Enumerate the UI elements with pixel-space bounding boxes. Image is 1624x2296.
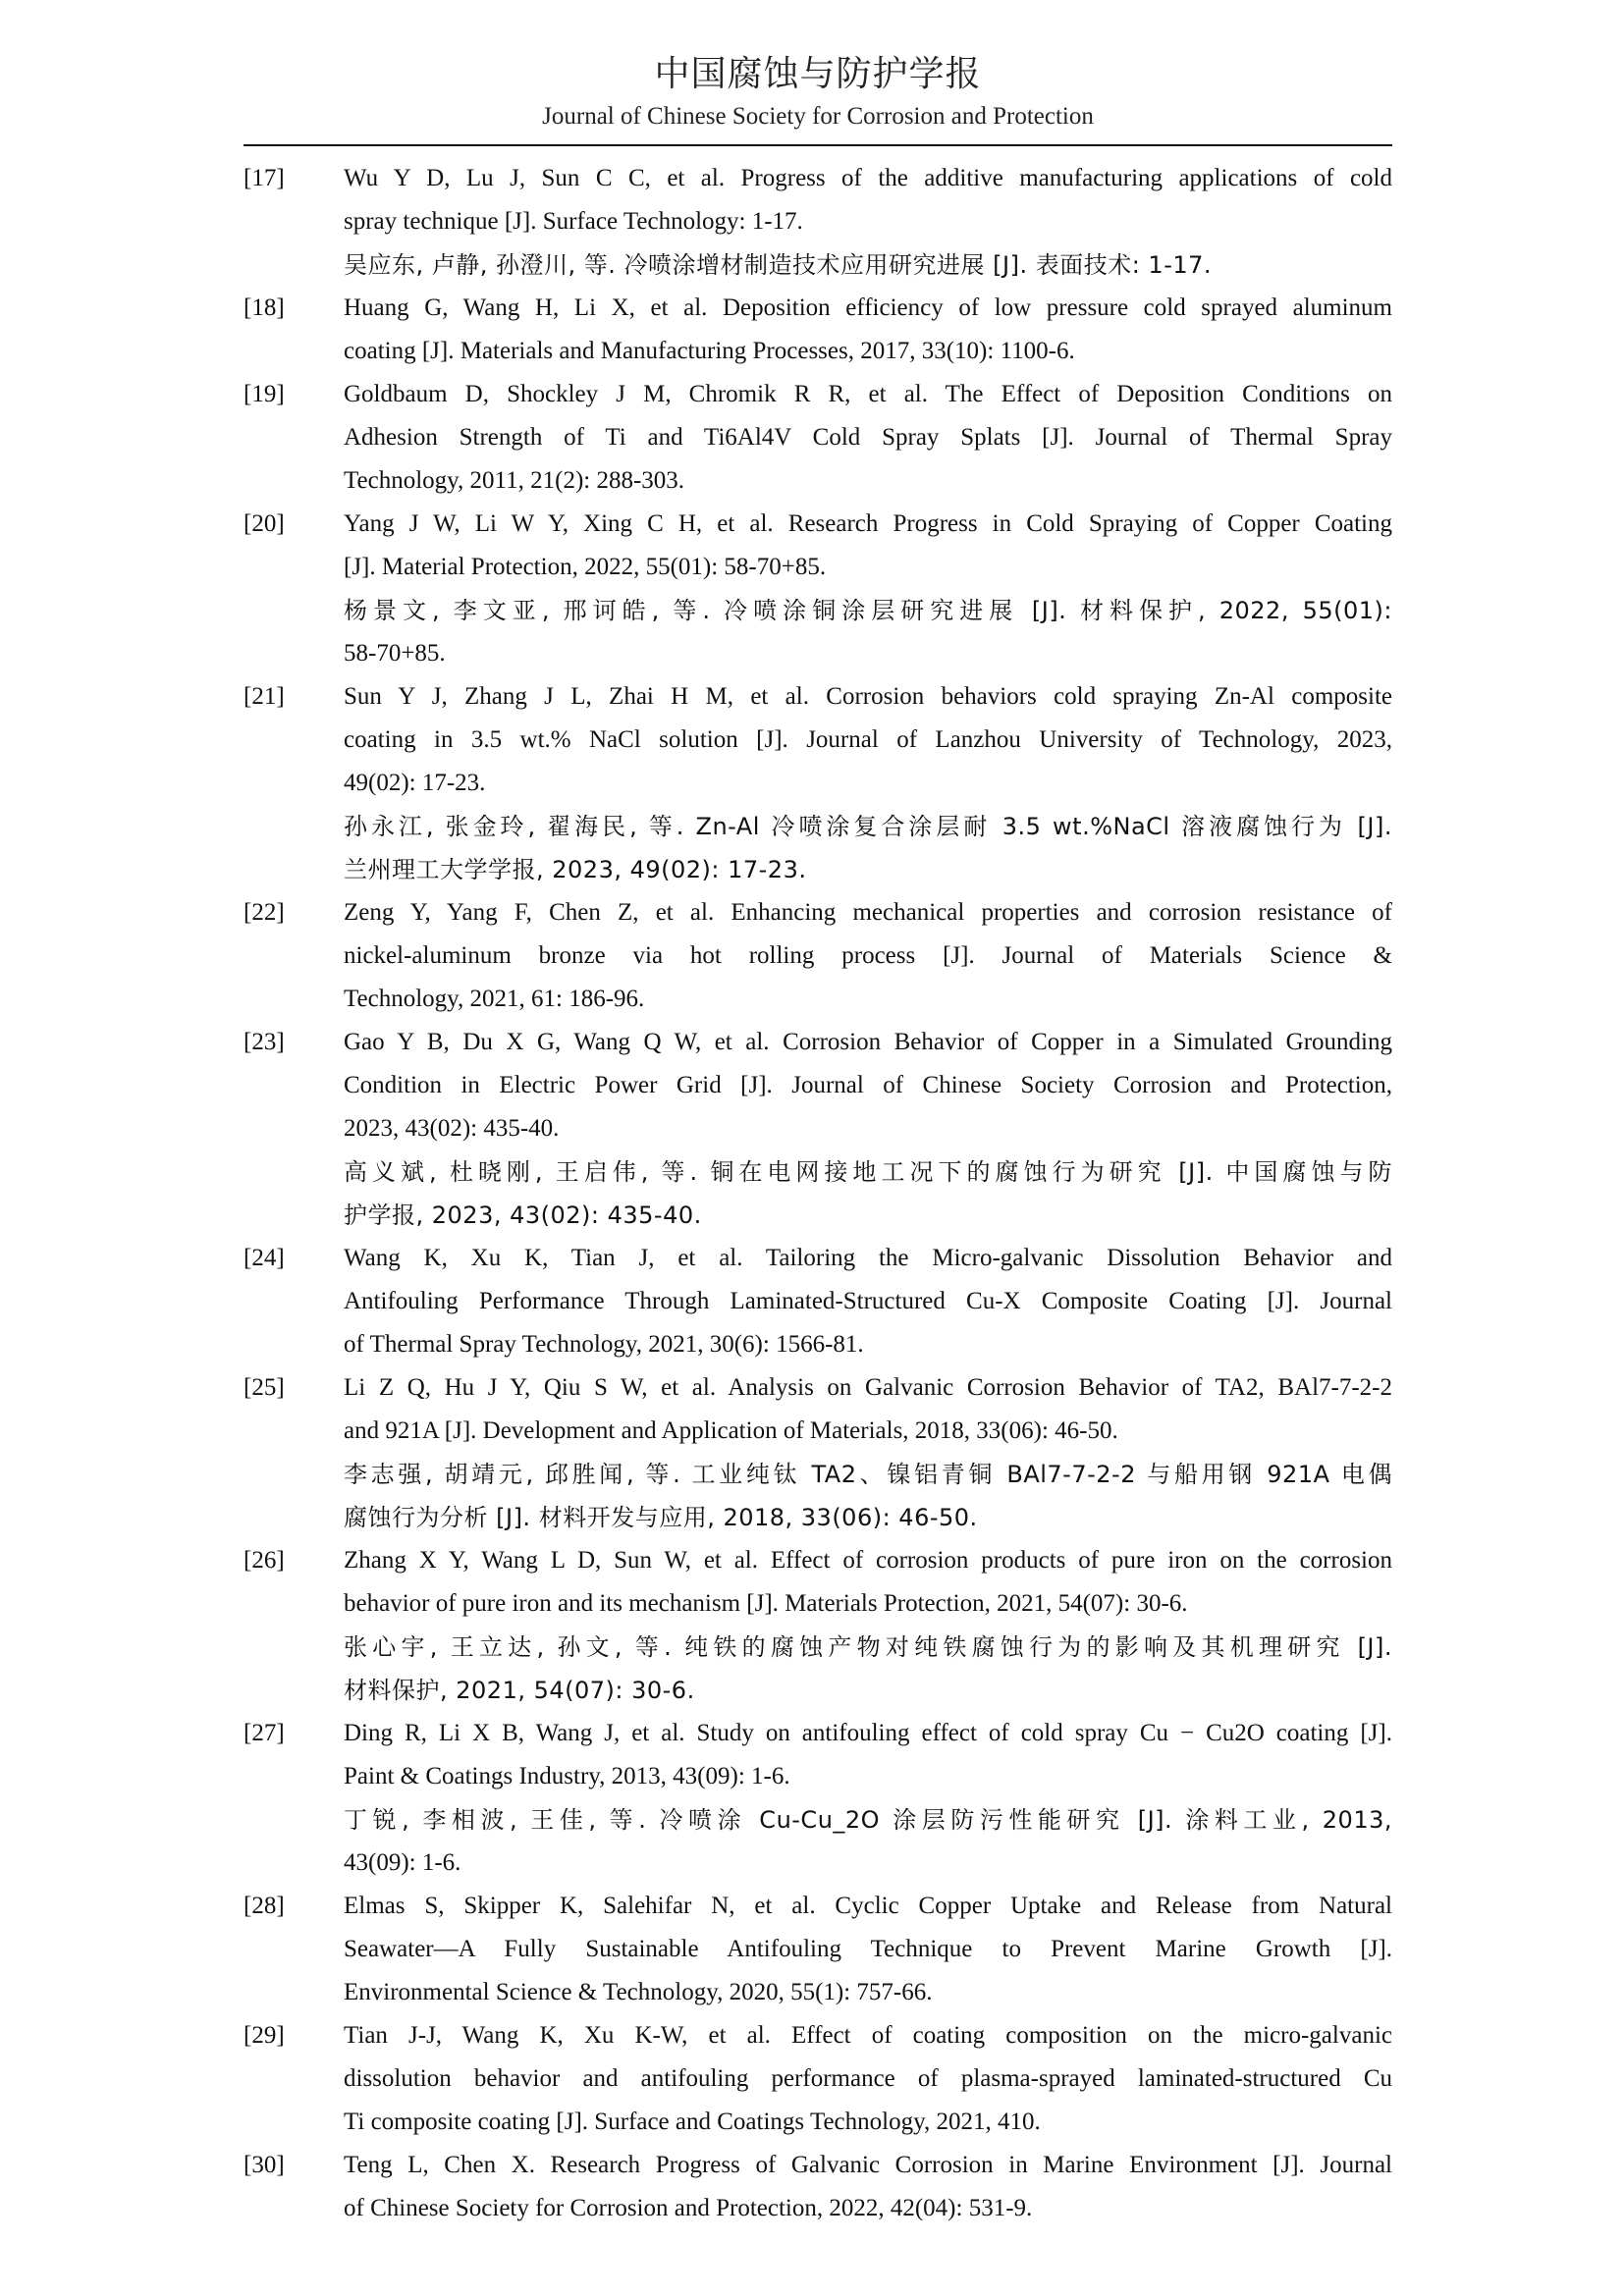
reference-text-line: Yang J W, Li W Y, Xing C H, et al. Research Progress in Cold Spraying of Copper Coating xyxy=(344,510,1392,537)
reference-text-line: Antifouling Performance Through Laminated-Structured Cu-X Composite Coating [J]. Journal xyxy=(344,1288,1392,1314)
reference-text-line: 材料保护, 2021, 54(07): 30-6. xyxy=(344,1677,695,1704)
reference-item xyxy=(244,157,1392,287)
reference-text-line: 李志强, 胡靖元, 邱胜闻, 等. 工业纯钛 TA2、镍铝青铜 BAl7-7-2-2 与船用钢 921A 电偶 xyxy=(344,1461,1392,1488)
reference-text-line: Paint & Coatings Industry, 2013, 43(09): 1-6. xyxy=(344,1763,790,1789)
reference-item xyxy=(244,1021,1392,1237)
reference-item xyxy=(244,2014,1392,2144)
reference-text-line: 2023, 43(02): 435-40. xyxy=(344,1115,560,1142)
reference-number: [23] xyxy=(244,1029,285,1055)
reference-text-line: Tian J-J, Wang K, Xu K-W, et al. Effect of coating composition on the micro-galvanic xyxy=(344,2022,1392,2049)
reference-text-line: dissolution behavior and antifouling performance of plasma-sprayed laminated-structured Cu xyxy=(344,2065,1392,2092)
reference-text-line: 高义斌, 杜晓刚, 王启伟, 等. 铜在电网接地工况下的腐蚀行为研究 [J]. 中国腐蚀与防 xyxy=(344,1158,1392,1186)
reference-text-line: Seawater—A Fully Sustainable Antifouling Technique to Prevent Marine Growth [J]. xyxy=(344,1936,1392,1962)
reference-number: [24] xyxy=(244,1245,285,1271)
reference-item xyxy=(244,1885,1392,2014)
reference-text-line: Teng L, Chen X. Research Progress of Galvanic Corrosion in Marine Environment [J]. Journal xyxy=(344,2152,1392,2178)
reference-number: [25] xyxy=(244,1374,285,1401)
reference-text-line: 43(09): 1-6. xyxy=(344,1849,461,1876)
reference-text-line: of Chinese Society for Corrosion and Protection, 2022, 42(04): 531-9. xyxy=(344,2195,1033,2221)
reference-number: [22] xyxy=(244,899,285,926)
reference-item xyxy=(244,891,1392,1021)
reference-number: [29] xyxy=(244,2022,285,2049)
running-header xyxy=(244,51,1392,133)
reference-text-line: Gao Y B, Du X G, Wang Q W, et al. Corrosion Behavior of Copper in a Simulated Grounding xyxy=(344,1029,1392,1055)
reference-text-line: 49(02): 17-23. xyxy=(344,770,486,796)
reference-text-line: 兰州理工大学学报, 2023, 49(02): 17-23. xyxy=(344,856,807,883)
reference-text-line: Zeng Y, Yang F, Chen Z, et al. Enhancing mechanical properties and corrosion resistance of xyxy=(344,899,1392,926)
reference-text-line: Condition in Electric Power Grid [J]. Journal of Chinese Society Corrosion and Protection, xyxy=(344,1072,1392,1098)
reference-number: [26] xyxy=(244,1547,285,1574)
reference-text-line: Zhang X Y, Wang L D, Sun W, et al. Effect of corrosion products of pure iron on the corrosion xyxy=(344,1547,1392,1574)
reference-item xyxy=(244,503,1392,675)
reference-text-line: Goldbaum D, Shockley J M, Chromik R R, et al. The Effect of Deposition Conditions on xyxy=(344,381,1392,407)
reference-text-line: Li Z Q, Hu J Y, Qiu S W, et al. Analysis on Galvanic Corrosion Behavior of TA2, BAl7-7-2-2 xyxy=(344,1374,1392,1401)
reference-item xyxy=(244,2144,1392,2230)
reference-text-line: behavior of pure iron and its mechanism [J]. Materials Protection, 2021, 54(07): 30-6. xyxy=(344,1590,1188,1617)
reference-text-line: Adhesion Strength of Ti and Ti6Al4V Cold Spray Splats [J]. Journal of Thermal Spray xyxy=(344,424,1392,451)
reference-text-line: Elmas S, Skipper K, Salehifar N, et al. Cyclic Copper Uptake and Release from Natural xyxy=(344,1893,1392,1919)
reference-text-line: 腐蚀行为分析 [J]. 材料开发与应用, 2018, 33(06): 46-50. xyxy=(344,1504,978,1531)
reference-number: [18] xyxy=(244,294,285,321)
reference-item xyxy=(244,1539,1392,1712)
reference-text-line: 吴应东, 卢静, 孙澄川, 等. 冷喷涂增材制造技术应用研究进展 [J]. 表面技术: 1-17. xyxy=(344,251,1213,279)
reference-text-line: Huang G, Wang H, Li X, et al. Deposition efficiency of low pressure cold sprayed aluminum xyxy=(344,294,1392,321)
reference-text-line: coating [J]. Materials and Manufacturing Processes, 2017, 33(10): 1100-6. xyxy=(344,338,1075,364)
reference-text-line: of Thermal Spray Technology, 2021, 30(6): 1566-81. xyxy=(344,1331,864,1358)
reference-text-line: and 921A [J]. Development and Application of Materials, 2018, 33(06): 46-50. xyxy=(344,1417,1118,1444)
reference-number: [27] xyxy=(244,1720,285,1746)
reference-number: [19] xyxy=(244,381,285,407)
reference-text-line: Technology, 2011, 21(2): 288-303. xyxy=(344,467,685,494)
reference-text-line: Technology, 2021, 61: 186-96. xyxy=(344,986,645,1012)
reference-text-line: spray technique [J]. Surface Technology: 1-17. xyxy=(344,208,803,235)
reference-number: [21] xyxy=(244,683,285,710)
reference-text-line: Wu Y D, Lu J, Sun C C, et al. Progress of the additive manufacturing applications of cold xyxy=(344,165,1392,191)
reference-item xyxy=(244,1237,1392,1366)
reference-number: [28] xyxy=(244,1893,285,1919)
reference-text-line: Environmental Science & Technology, 2020, 55(1): 757-66. xyxy=(344,1979,933,2005)
reference-text-line: Sun Y J, Zhang J L, Zhai H M, et al. Corrosion behaviors cold spraying Zn-Al composite xyxy=(344,683,1392,710)
reference-text-line: Wang K, Xu K, Tian J, et al. Tailoring the Micro-galvanic Dissolution Behavior and xyxy=(344,1245,1392,1271)
header-rule xyxy=(244,144,1392,146)
reference-list xyxy=(244,157,1392,2230)
journal-title-cn: 中国腐蚀与防护学报 xyxy=(654,54,982,94)
reference-number: [20] xyxy=(244,510,285,537)
reference-text-line: 张心宇, 王立达, 孙文, 等. 纯铁的腐蚀产物对纯铁腐蚀行为的影响及其机理研究 [J]. xyxy=(344,1633,1392,1661)
reference-item xyxy=(244,1366,1392,1539)
reference-item xyxy=(244,287,1392,373)
reference-item xyxy=(244,373,1392,503)
journal-title-en: Journal of Chinese Society for Corrosion and Protection xyxy=(542,103,1094,130)
reference-text-line: nickel-aluminum bronze via hot rolling process [J]. Journal of Materials Science & xyxy=(344,942,1392,969)
reference-text-line: 58-70+85. xyxy=(344,640,446,667)
reference-text-line: coating in 3.5 wt.% NaCl solution [J]. Journal of Lanzhou University of Technology, 2023, xyxy=(344,726,1392,753)
reference-number: [17] xyxy=(244,165,285,191)
reference-text-line: [J]. Material Protection, 2022, 55(01): 58-70+85. xyxy=(344,554,827,580)
reference-text-line: 孙永江, 张金玲, 翟海民, 等. Zn-Al 冷喷涂复合涂层耐 3.5 wt.%NaCl 溶液腐蚀行为 [J]. xyxy=(344,813,1392,840)
reference-item xyxy=(244,1712,1392,1885)
reference-number: [30] xyxy=(244,2152,285,2178)
reference-text-line: Ding R, Li X B, Wang J, et al. Study on antifouling effect of cold spray Cu − Cu2O coating [J]. xyxy=(344,1720,1392,1746)
reference-text-line: 杨景文, 李文亚, 邢诃皓, 等. 冷喷涂铜涂层研究进展 [J]. 材料保护, 2022, 55(01): xyxy=(344,597,1392,624)
reference-text-line: 护学报, 2023, 43(02): 435-40. xyxy=(344,1201,702,1229)
reference-item xyxy=(244,675,1392,891)
reference-text-line: Ti composite coating [J]. Surface and Coatings Technology, 2021, 410. xyxy=(344,2109,1041,2135)
reference-text-line: 丁锐, 李相波, 王佳, 等. 冷喷涂 Cu-Cu_2O 涂层防污性能研究 [J]. 涂料工业, 2013, xyxy=(344,1806,1392,1834)
